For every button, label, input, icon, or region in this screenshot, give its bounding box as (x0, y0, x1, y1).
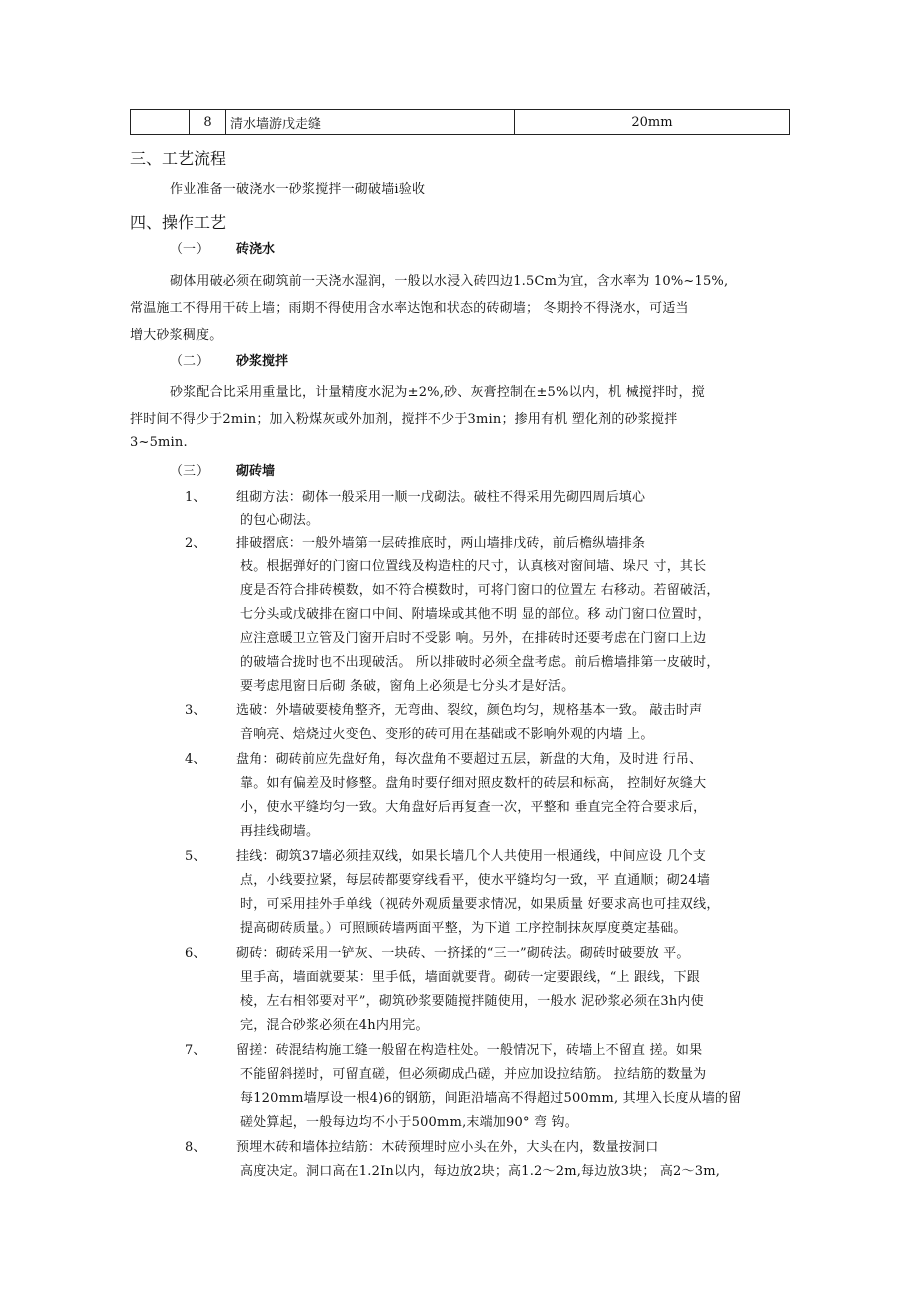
item-2-line: 七分头或戊破排在窗口中间、附墙垛或其他不明 显的部位。移 动门窗口位置时， (240, 607, 711, 622)
item-5-number: 5、 (185, 849, 207, 864)
sub1-title: 砖浇水 (236, 242, 276, 257)
item-2-line: 要考虑甩窗日后砌 条破，窗角上必须是七分头才是好活。 (240, 679, 575, 694)
item-8-line: 高度决定。洞口高在1.2In以内，每边放2块；高1.2～2m,每边放3块； 高2～3m, (240, 1164, 721, 1179)
sub2-number: （二） (170, 354, 210, 369)
item-6-line: 里手高，墙面就要某：里手低，墙面就要背。砌砖一定要跟线，“上 跟线，下跟 (240, 970, 700, 985)
table-cell-value: 20mm (515, 110, 790, 135)
process-flow: 作业准备一破浇水一砂浆搅拌一砌破墙i验收 (170, 182, 426, 197)
item-4-line: 小，使水平缝均匀一致。大角盘好后再复查一次，平整和 垂直完全符合要求后， (240, 800, 707, 815)
item-6-number: 6、 (185, 946, 207, 961)
item-5-line: 时，可采用挂外手单线（视砖外观质量要求情况，如果质量 好要求高也可挂双线， (240, 897, 720, 912)
table-cell-item: 清水墙游戊走缝 (226, 110, 515, 135)
item-2-line: 枝。根据弹好的门窗口位置线及构造柱的尺寸，认真核对窗间墙、垛尺 寸，其长 (240, 559, 707, 574)
sub3-title: 砌砖墙 (236, 464, 276, 479)
section-4-heading: 四、操作工艺 (130, 213, 227, 232)
item-6-line: 棱，左右相邻要对平”，砌筑砂浆要随搅拌随使用，一般水 泥砂浆必须在3h内使 (240, 994, 704, 1009)
item-4-line: 盘角：砌砖前应先盘好角，每次盘角不要超过五层，新盘的大角，及时进 行吊、 (236, 752, 703, 767)
sub3-number: （三） (170, 464, 210, 479)
table-cell-blank (131, 110, 190, 135)
item-6-line: 完，混合砂浆必须在4h内用完。 (240, 1018, 429, 1033)
item-8-number: 8、 (185, 1140, 207, 1155)
item-1-number: 1、 (185, 490, 207, 505)
para-1-line-2: 常温施工不得用干砖上墙；雨期不得使用含水率达饱和状态的砖砌墙； 冬期拎不得浇水，可适当 (130, 301, 689, 316)
para-1-line-1: 砌体用破必须在砌筑前一天浇水湿润，一般以水浸入砖四边1.5Cm为宜，含水率为 10%~15%, (170, 274, 729, 289)
spec-table (130, 109, 790, 135)
item-7-number: 7、 (185, 1043, 207, 1058)
item-2-line: 的破墙合拢时也不出现破活。 所以排破时必须全盘考虑。前后檐墙排第一皮破时， (240, 655, 720, 670)
para-2-line-2: 拌时间不得少于2min；加入粉煤灰或外加剂，搅拌不少于3min；掺用有机 塑化剂的砂浆搅拌 (130, 412, 678, 427)
item-7-line: 留搓：砖混结构施工缝一般留在构造柱处。一般情况下，砖墙上不留直 搓。如果 (236, 1043, 703, 1058)
para-2-line-1: 砂浆配合比采用重量比，计量精度水泥为±2%,砂、灰膏控制在±5%以内，机 械搅拌时，搅 (170, 385, 705, 400)
item-5-line: 挂线：砌筑37墙必须挂双线，如果长墙几个人共使用一根通线，中间应设 几个支 (236, 849, 707, 864)
item-2-line: 排破摺底：一般外墙第一层砖推底时，两山墙排戊砖，前后檐纵墙排条 (236, 536, 646, 551)
item-1-line: 的包心砌法。 (240, 513, 320, 528)
item-2-line: 度是否符合排砖模数，如不符合模数时，可将门窗口的位置左 右移动。若留破活， (240, 583, 720, 598)
item-3-number: 3、 (185, 703, 207, 718)
item-7-line: 每120mm墙厚设一根4)6的钢筋，间距沿墙高不得超过500mm, 其埋入长度从墙的留 (240, 1091, 742, 1106)
item-3-line: 音响亮、焙烧过火变色、变形的砖可用在基础或不影响外观的内墙 上。 (240, 727, 654, 742)
sub1-number: （一） (170, 242, 210, 257)
item-4-line: 靠。如有偏差及时修整。盘角时要仔细对照皮数杆的砖层和标高， 控制好灰缝大 (240, 776, 707, 791)
table-cell-index: 8 (190, 110, 226, 135)
item-4-number: 4、 (185, 752, 207, 767)
item-5-line: 提高砌砖质量。）可照顾砖墙两面平整，为下道 工序控制抹灰厚度奠定基础。 (240, 921, 687, 936)
item-3-line: 选破：外墙破要棱角整齐，无弯曲、裂纹，颜色均匀，规格基本一致。 敲击时声 (236, 703, 703, 718)
item-2-line: 应注意暖卫立管及门窗开启时不受影 响。另外，在排砖时还要考虑在门窗口上边 (240, 631, 707, 646)
item-8-line: 预埋木砖和墙体拉结筋：木砖预埋时应小头在外，大头在内，数量按洞口 (236, 1140, 659, 1155)
item-2-number: 2、 (185, 536, 207, 551)
item-7-line: 磋处算起，一般每边均不小于500mm,末端加90° 弯 钩。 (240, 1115, 578, 1130)
sub2-title: 砂浆搅拌 (236, 354, 289, 369)
table-row (131, 110, 790, 135)
item-6-line: 砌砖：砌砖采用一铲灰、一块砖、一挤揉的“三一”砌砖法。砌砖时破要放 平。 (236, 946, 690, 961)
item-1-line: 组砌方法：砌体一般采用一顺一戊砌法。破柱不得采用先砌四周后填心 (236, 490, 646, 505)
item-5-line: 点，小线要拉紧，每层砖都要穿线看平，使水平缝均匀一致，平 直通顺；砌24墙 (240, 873, 711, 888)
para-1-line-3: 增大砂浆稠度。 (130, 328, 223, 343)
item-7-line: 不能留斜搓时，可留直磋，但必须砌成凸磋，并应加设拉结筋。 拉结筋的数量为 (240, 1067, 707, 1082)
section-3-heading: 三、工艺流程 (130, 149, 227, 168)
para-2-line-3: 3~5min. (130, 435, 188, 450)
item-4-line: 再挂线砌墙。 (240, 824, 320, 839)
